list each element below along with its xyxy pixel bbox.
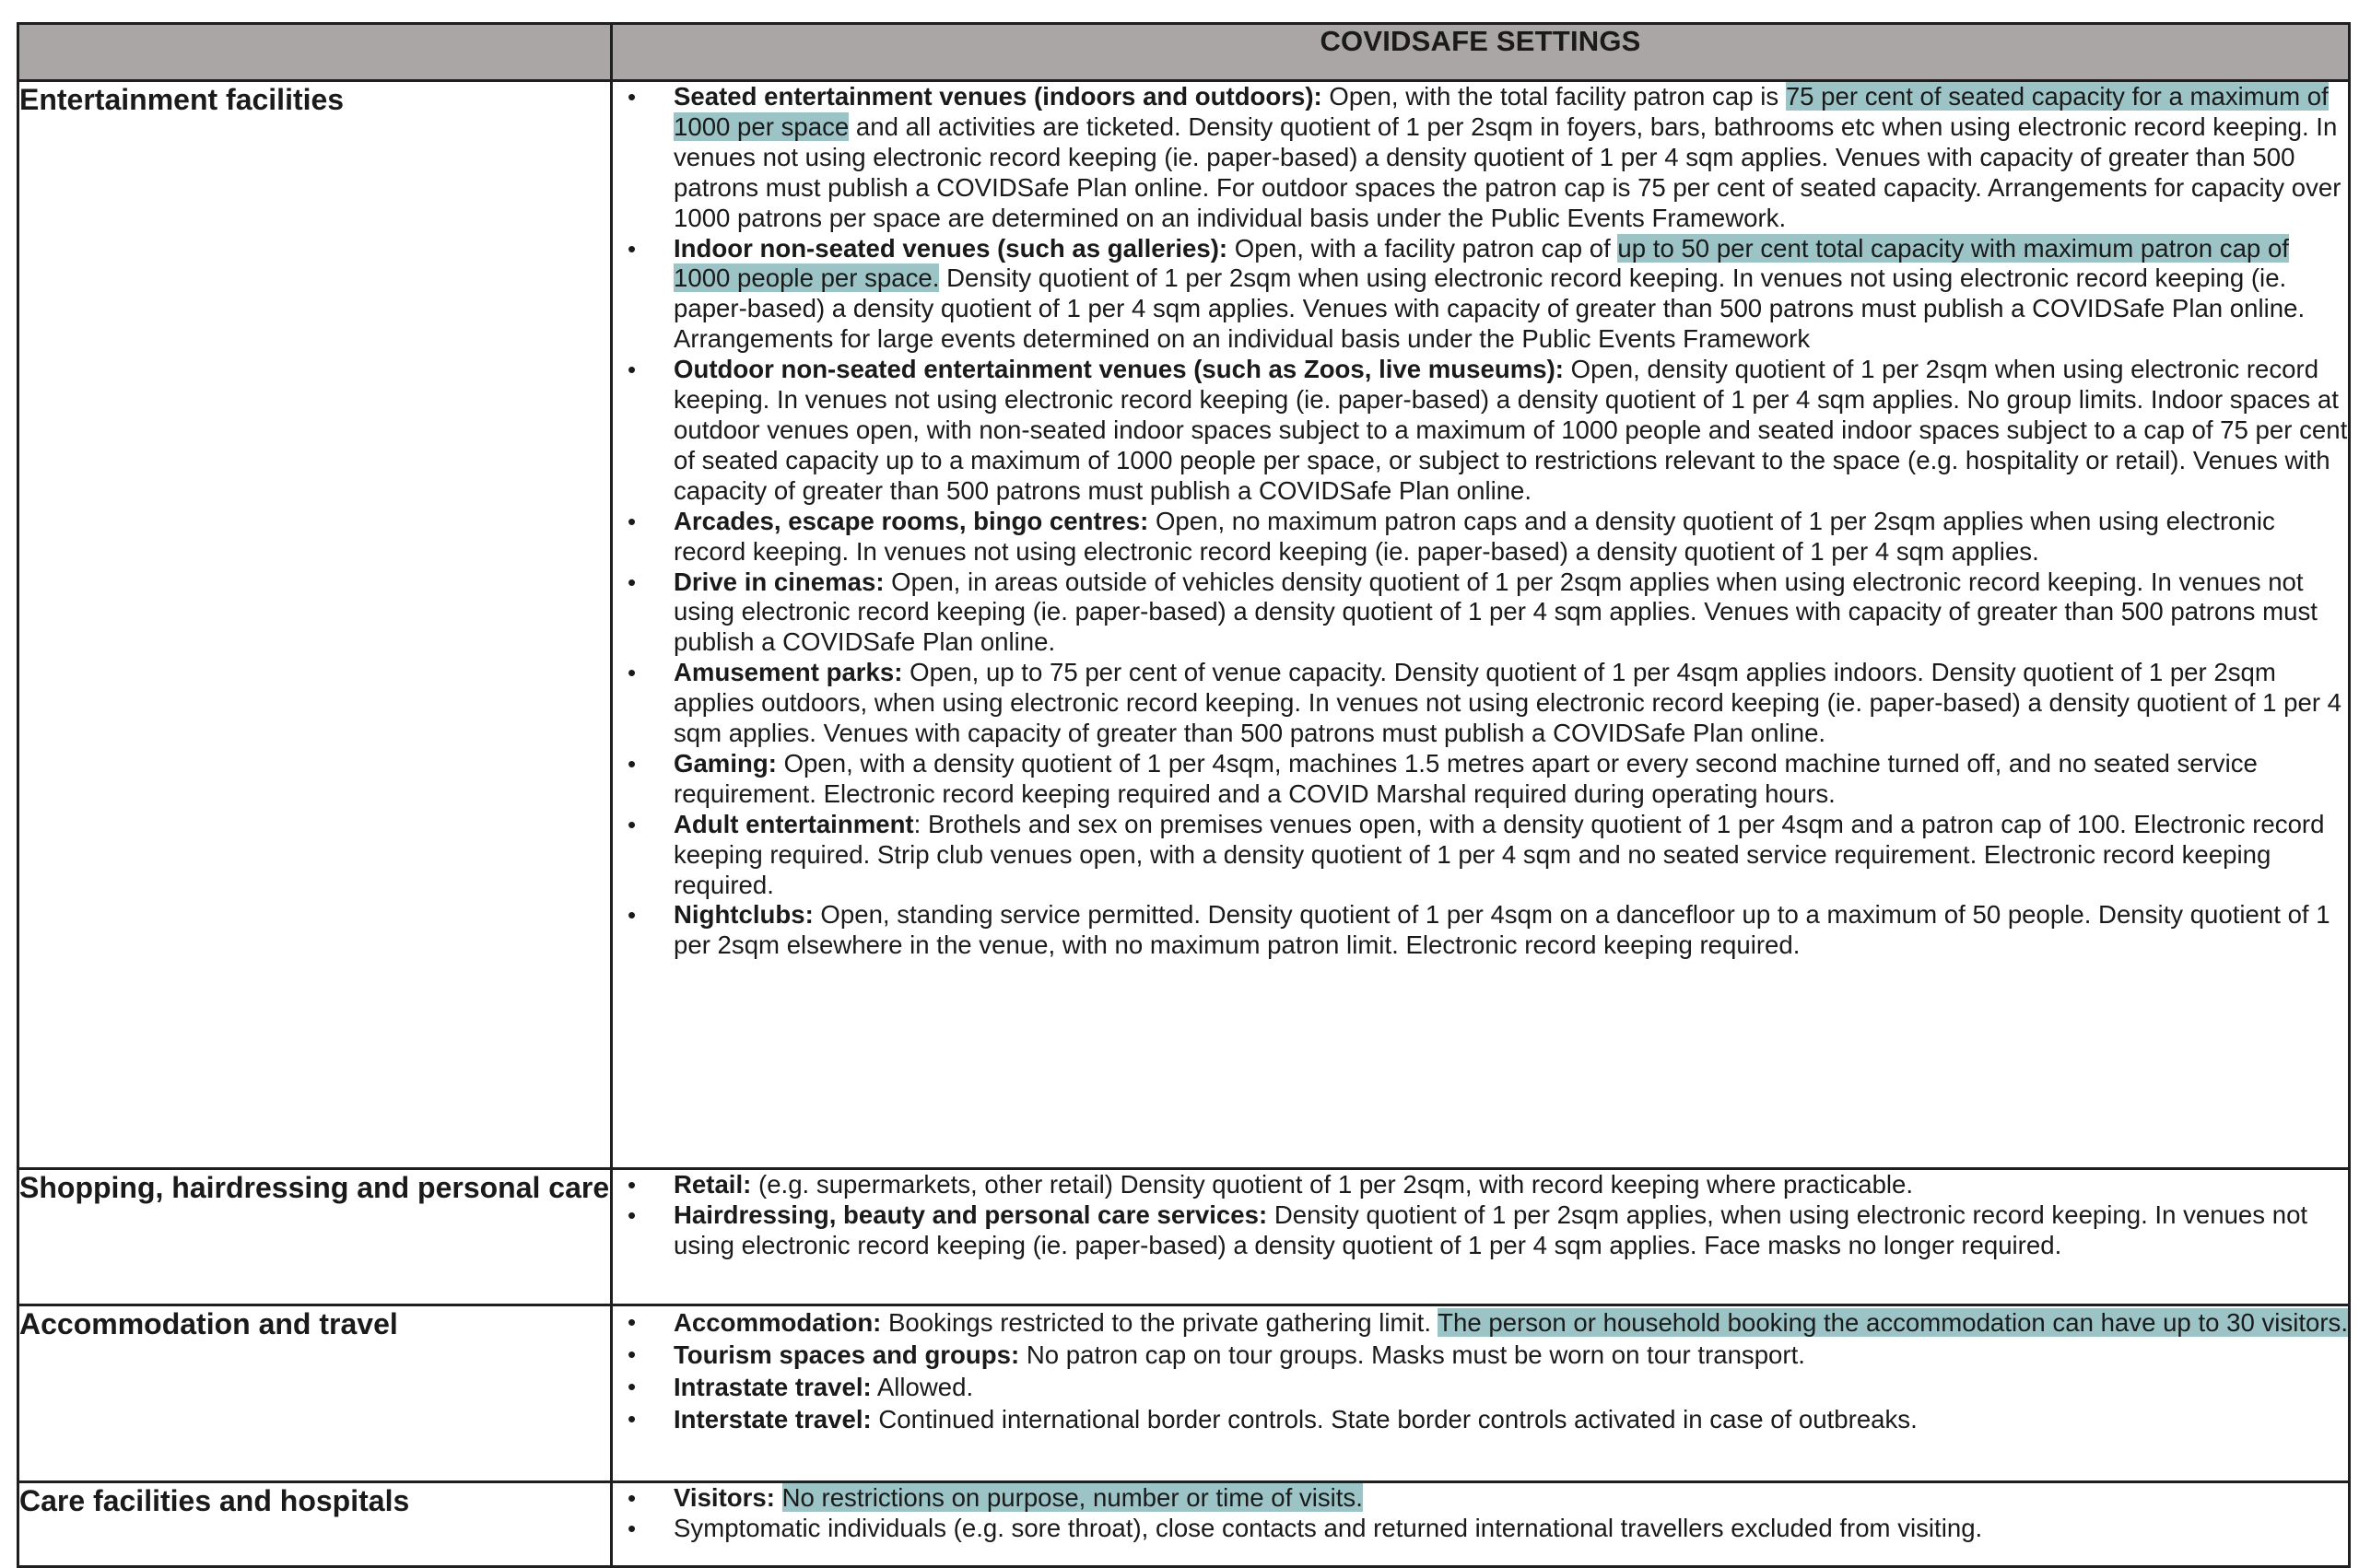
settings-cell [612,1482,2350,1567]
list-item [613,507,2348,568]
item-lead-text: Arcades, escape rooms, bingo centres: [674,506,1149,535]
list-item [613,1339,2348,1371]
item-text: Density quotient of 1 per 2sqm applies, when using electronic record keeping. In venues not using electronic record keeping (ie. paper-based) a density quotient of 1 per 4 sqm applies. Face masks no longer required. [674,1199,2308,1259]
item-lead-text: Outdoor non-seated entertainment venues (such as Zoos, live museums): [674,355,1564,384]
item-lead-text: Drive in cinemas: [674,567,885,596]
list-item [613,355,2348,507]
list-item [613,1306,2348,1339]
list-item [613,1514,2348,1544]
list-item [613,234,2348,356]
list-item [613,658,2348,749]
settings-cell [612,81,2350,1169]
list-item [613,1170,2348,1200]
highlighted-text: 75 per cent of seated capacity for a maximum of 1000 per space [674,82,2329,141]
item-text: (e.g. supermarkets, other retail) Density quotient of 1 per 2sqm, with record keeping where practicable. [751,1170,1914,1199]
settings-list [613,1306,2348,1435]
list-item [613,1483,2348,1514]
item-text: Open, standing service permitted. Density quotient of 1 per 4sqm on a dancefloor up to a maximum of 50 people. Density quotient of 1 per 2sqm elsewhere in the venue, with no maximum patron limit. Electronic record keeping required. [674,900,2330,960]
item-text: and all activities are ticketed. Density quotient of 1 per 2sqm in foyers, bars, bathrooms etc when using electronic record keeping. In venues not using electronic record keeping (ie. paper-based) a density quotient of 1 per 4 sqm applies. Venues with capacity of greater than 500 patrons must publish a COVIDSafe Plan online. For outdoor spaces the patron cap is 75 per cent of seated capacity. Arrangements for capacity over 1000 patrons per space are determined on an individual basis under the Public Events Framework. [674,111,2341,232]
highlighted-text: up to 50 per cent total capacity with maximum patron cap of 1000 people per space. [674,233,2289,293]
category-label: Care facilities and hospitals [18,1482,612,1567]
list-item [613,1371,2348,1403]
list-item [613,749,2348,810]
item-text: No patron cap on tour groups. Masks must be worn on tour transport. [1019,1340,1805,1369]
item-lead-text: Intrastate travel: [674,1373,872,1401]
item-lead-text: Tourism spaces and groups: [674,1340,1020,1369]
item-lead-text: Retail: [674,1170,752,1199]
item-text: Density quotient of 1 per 2sqm when using electronic record keeping. In venues not using electronic record keeping (ie. paper-based) a density quotient of 1 per 4 sqm applies. Venues with capacity of greater than 500 patrons must publish a COVIDSafe Plan online. Arrangements for large events determined on an individual basis under the Public Events Framework [674,263,2306,354]
category-label: Entertainment facilities [18,81,612,1169]
covidsafe-settings-table [17,22,2351,1568]
list-item [613,568,2348,659]
item-lead-text: Adult entertainment [674,809,914,838]
category-label: Shopping, hairdressing and personal care [18,1169,612,1305]
item-text: Open, with the total facility patron cap is [1321,82,1786,111]
item-lead-text: Interstate travel: [674,1405,872,1433]
table-row [18,81,2350,1169]
item-text: Open, with a density quotient of 1 per 4sqm, machines 1.5 metres apart or every second machine turned off, and no seated service requirement. Electronic record keeping required and a COVID Marshal required during operating hours. [674,748,2258,808]
item-text: : Brothels and sex on premises venues open, with a density quotient of 1 per 4sqm and a patron cap of 100. Electronic record keeping required. Strip club venues open, with a density quotient of 1 per 4 sqm and no seated service requirement. Electronic record keeping required. [674,809,2325,899]
category-label: Accommodation and travel [18,1305,612,1482]
settings-list [613,1483,2348,1544]
item-lead-text: Seated entertainment venues (indoors and outdoors): [674,82,1322,111]
item-text: Bookings restricted to the private gathering limit. [881,1308,1438,1337]
table-title: COVIDSAFE SETTINGS [612,24,2350,81]
highlighted-text: No restrictions on purpose, number or time of visits. [781,1483,1363,1512]
item-text: Open, in areas outside of vehicles density quotient of 1 per 2sqm applies when using electronic record keeping. In venues not using electronic record keeping (ie. paper-based) a density quotient of 1 per 4 sqm applies. Venues with capacity of greater than 500 patrons must publish a COVIDSafe Plan online. [674,567,2318,657]
list-item [613,900,2348,961]
settings-list [613,1170,2348,1261]
highlighted-text: The person or household booking the accommodation can have up to 30 visitors. [1438,1308,2349,1337]
item-text: Allowed. [871,1373,974,1401]
list-item [613,810,2348,901]
item-lead-text: Nightclubs: [674,900,814,930]
item-lead-text: Amusement parks: [674,658,903,687]
item-text: Open, no maximum patron caps and a density quotient of 1 per 2sqm applies when using electronic record keeping. In venues not using electronic record keeping (ie. paper-based) a density quotient of 1 per 4 sqm applies. [674,506,2275,566]
table-header-row [18,24,2350,81]
item-text: Open, up to 75 per cent of venue capacity. Density quotient of 1 per 4sqm applies indoors. Density quotient of 1 per 2sqm applies outdoors, when using electronic record keeping. In venues not using electronic record keeping (ie. paper-based) a density quotient of 1 per 4 sqm applies. Venues with capacity of greater than 500 patrons must publish a COVIDSafe Plan online. [674,658,2342,748]
item-text: Open, with a facility patron cap of [1227,233,1618,263]
item-lead-text: Gaming: [674,748,777,778]
settings-cell [612,1169,2350,1305]
item-text [775,1483,782,1512]
item-lead-text: Visitors: [674,1483,775,1512]
list-item [613,1403,2348,1435]
item-lead-text: Accommodation: [674,1308,882,1337]
header-empty-cell [18,24,612,81]
list-item [613,82,2348,234]
list-item [613,1200,2348,1261]
item-text: Open, density quotient of 1 per 2sqm when using electronic record keeping. In venues not using electronic record keeping (ie. paper-based) a density quotient of 1 per 4 sqm applies. No group limits. Indoor spaces at outdoor venues open, with non-seated indoor spaces subject to a maximum of 1000 people and seated indoor spaces subject to a cap of 75 per cent of seated capacity up to a maximum of 1000 people per space, or subject to restrictions relevant to the space (e.g. hospitality or retail). Venues with capacity of greater than 500 patrons must publish a COVIDSafe Plan online. [674,355,2348,505]
table-row [18,1482,2350,1567]
table-row [18,1305,2350,1482]
item-lead-text: Hairdressing, beauty and personal care services: [674,1199,1268,1229]
item-text: Symptomatic individuals (e.g. sore throat), close contacts and returned international travellers excluded from visiting. [674,1513,1983,1542]
settings-cell [612,1305,2350,1482]
settings-list [613,82,2348,961]
item-text: Continued international border controls. State border controls activated in case of outbreaks. [871,1405,1918,1433]
item-lead-text: Indoor non-seated venues (such as galleries): [674,233,1228,263]
table-row [18,1169,2350,1305]
